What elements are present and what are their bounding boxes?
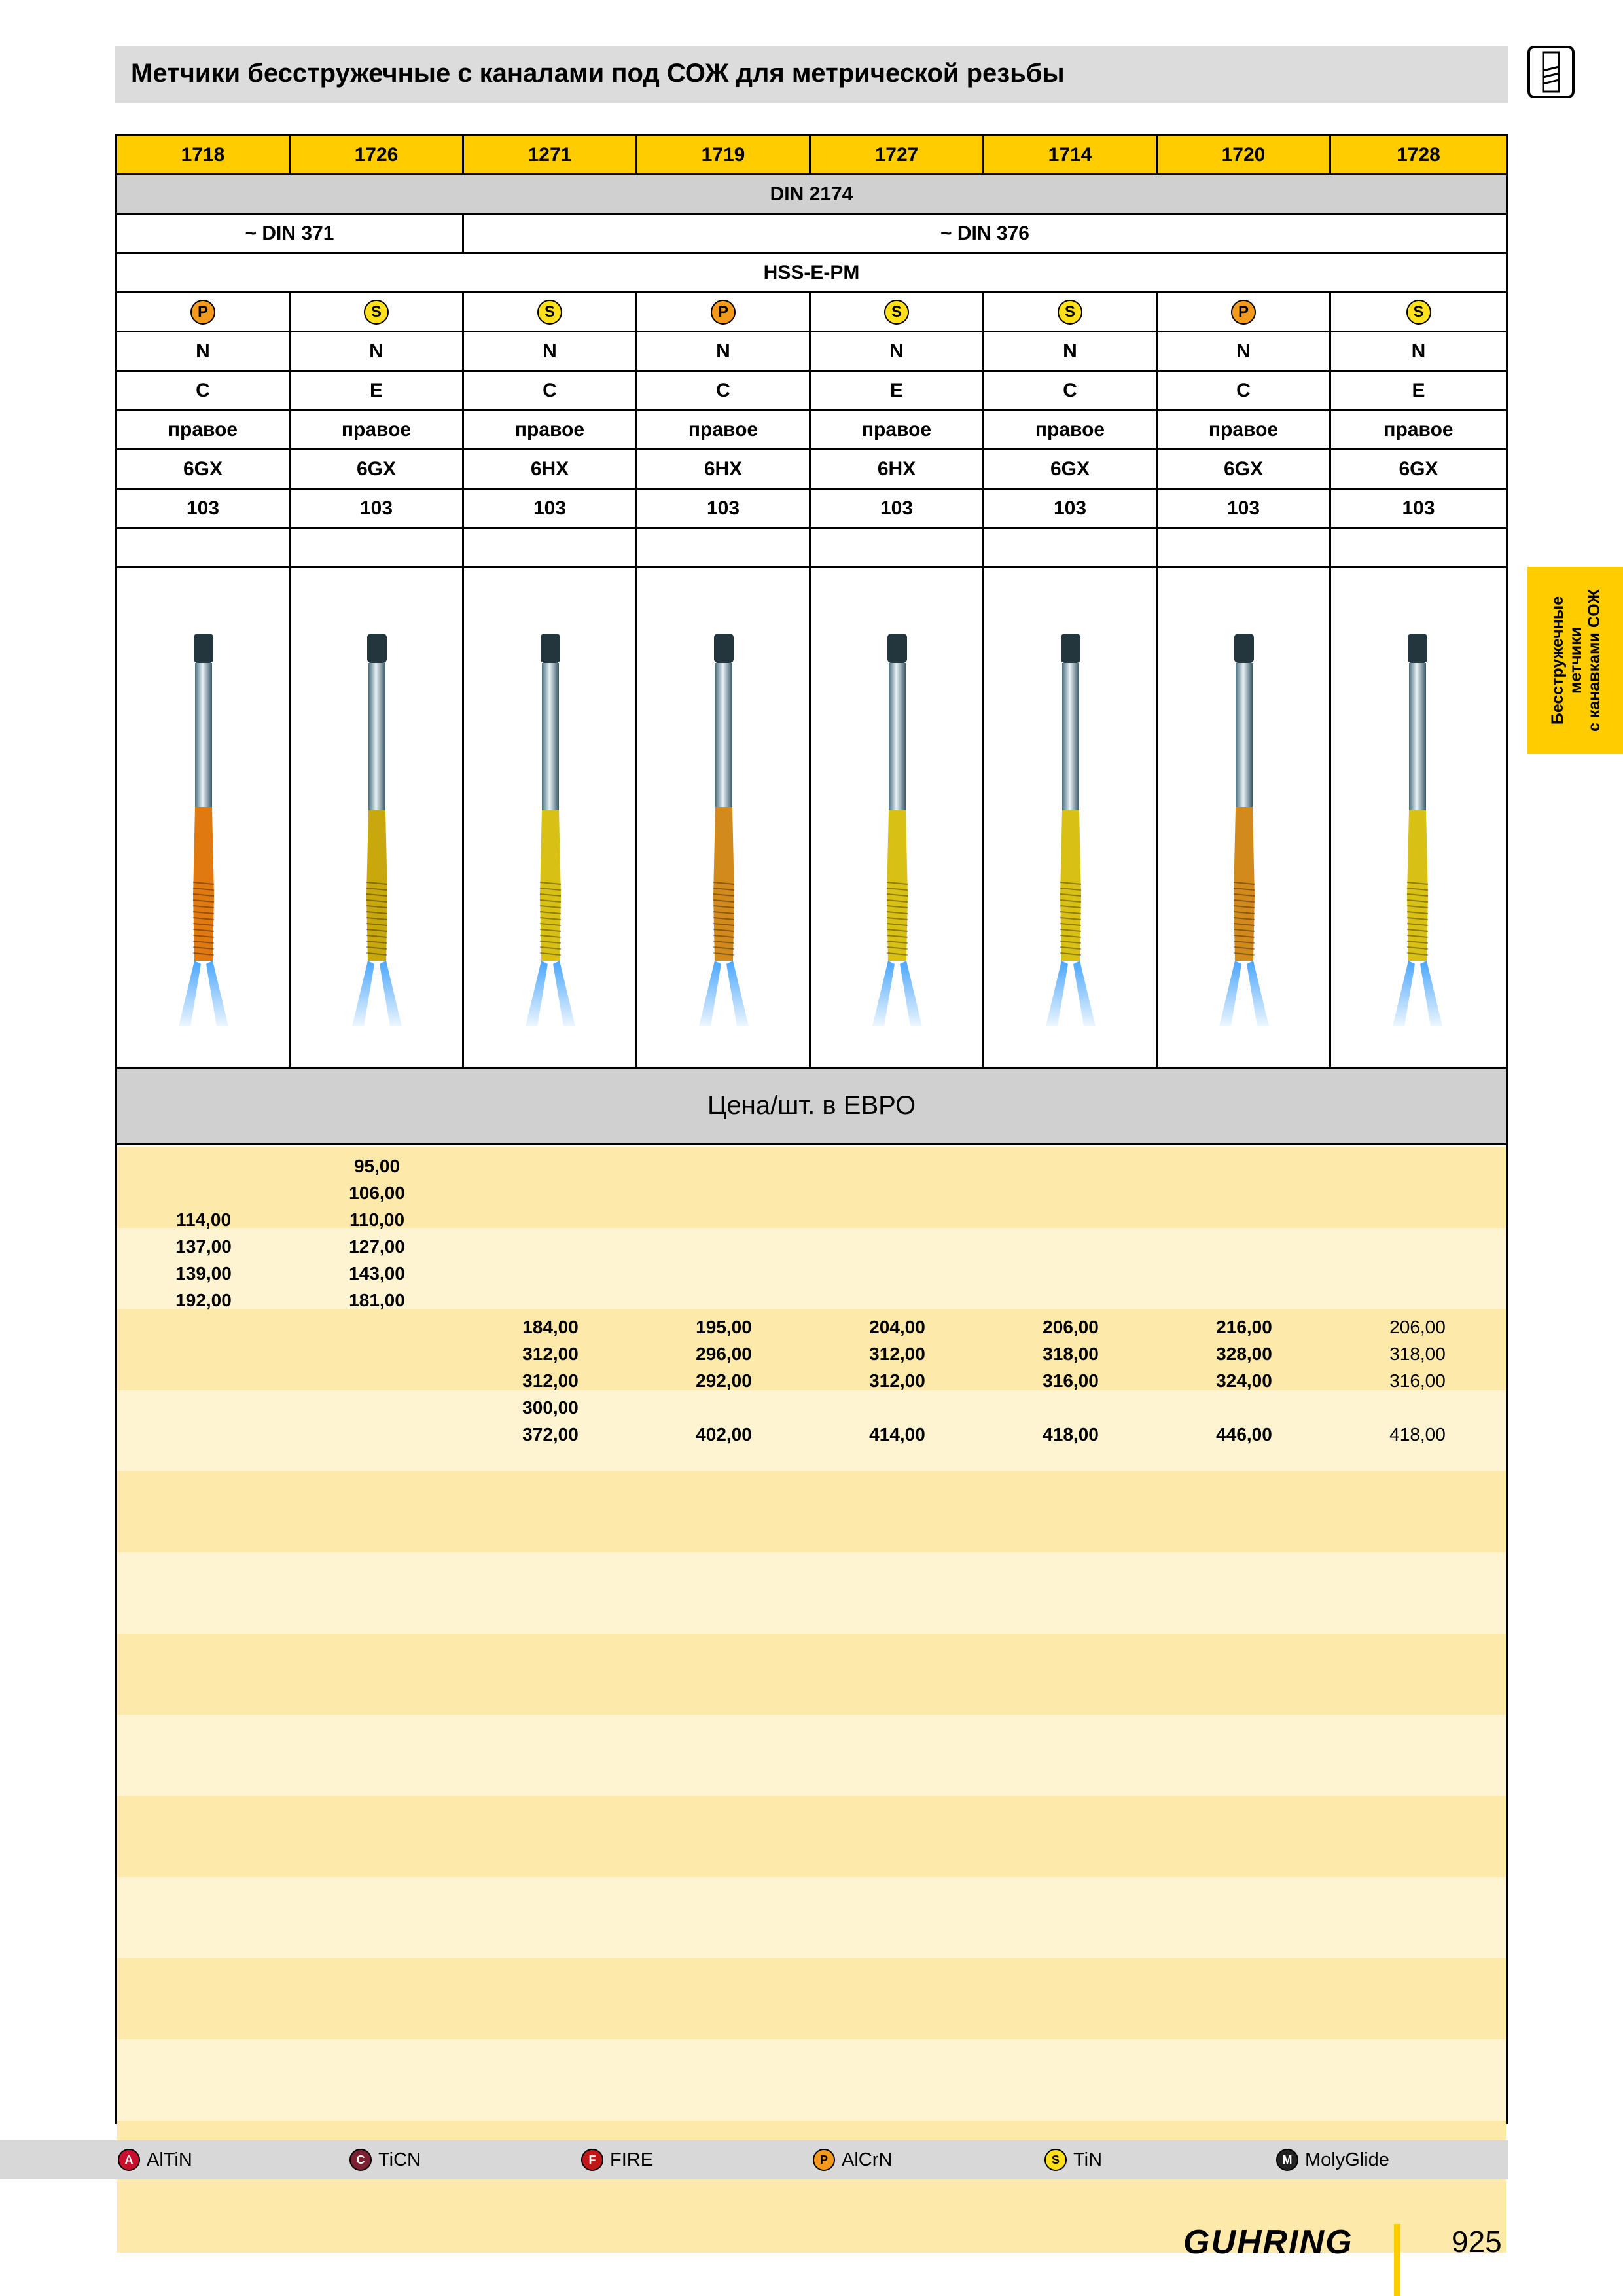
legend-item	[813, 2148, 892, 2172]
tap-tool-icon	[526, 634, 575, 1026]
price-value: 414,00	[869, 1424, 925, 1444]
form-cell: E	[811, 372, 984, 411]
price-value: 110,00	[349, 1210, 405, 1230]
price-band	[117, 1552, 1506, 1634]
empty-cell	[291, 529, 464, 568]
price-value: 127,00	[349, 1236, 405, 1257]
legend-label: MolyGlide	[1305, 2149, 1389, 2170]
page-title: Метчики бесстружечные с каналами под СОЖ для метрической резьбы	[131, 59, 1065, 88]
price-value: 292,00	[696, 1371, 752, 1391]
form-cell: E	[1331, 372, 1506, 411]
material-row: HSS-E-PM	[117, 254, 1506, 293]
fire-icon: F	[581, 2149, 603, 2171]
tolerance-cell: 6GX	[1331, 450, 1506, 490]
tolerance-cell: 6GX	[984, 450, 1158, 490]
price-value: 143,00	[349, 1263, 405, 1283]
price-value: 106,00	[349, 1183, 405, 1203]
tolerance-cell: 6GX	[117, 450, 291, 490]
article-code: 1728	[1331, 136, 1506, 175]
direction-cell: правое	[1158, 411, 1331, 450]
article-code: 1719	[637, 136, 811, 175]
direction-cell: правое	[637, 411, 811, 450]
tolerance-cell: 6HX	[464, 450, 637, 490]
price-value: 446,00	[1216, 1424, 1272, 1444]
page-number: 925	[1452, 2225, 1502, 2259]
material-group-cell: N	[637, 332, 811, 372]
form-cell: C	[117, 372, 291, 411]
form-cell: C	[984, 372, 1158, 411]
price-value: 312,00	[522, 1344, 579, 1364]
direction-cell: правое	[117, 411, 291, 450]
coating-badge: S	[1406, 300, 1431, 325]
alcrn-icon: P	[813, 2149, 835, 2171]
price-band	[117, 1796, 1506, 1877]
direction-cell: правое	[984, 411, 1158, 450]
din-376-row: ~ DIN 376	[464, 215, 1506, 254]
price-band	[117, 2039, 1506, 2121]
price-value: 316,00	[1389, 1371, 1446, 1391]
tap-tool-icon	[179, 634, 228, 1026]
price-value: 114,00	[175, 1210, 232, 1230]
article-code: 1727	[811, 136, 984, 175]
ticn-icon: C	[349, 2149, 372, 2171]
legend-label: AlCrN	[842, 2149, 893, 2170]
logo-divider	[1394, 2224, 1400, 2296]
page-ref-cell[interactable]: 103	[1331, 490, 1506, 529]
tolerance-cell: 6HX	[637, 450, 811, 490]
price-value: 324,00	[1216, 1371, 1272, 1391]
price-value: 372,00	[522, 1424, 579, 1444]
legend-label: TiN	[1073, 2149, 1103, 2170]
form-cell: C	[1158, 372, 1331, 411]
price-band	[117, 1958, 1506, 2039]
price-value: 206,00	[1389, 1317, 1446, 1337]
tool-images	[117, 568, 1506, 1067]
price-value: 418,00	[1043, 1424, 1099, 1444]
section-tab-label: Бесстружечные метчики с канавками СОЖ	[1548, 588, 1603, 732]
empty-cell	[984, 529, 1158, 568]
direction-cell: правое	[291, 411, 464, 450]
coating-cell	[117, 293, 291, 332]
page-ref-cell[interactable]: 103	[291, 490, 464, 529]
material-group-cell: N	[117, 332, 291, 372]
empty-cell	[1331, 529, 1506, 568]
material-group-cell: N	[291, 332, 464, 372]
page-ref-cell[interactable]: 103	[984, 490, 1158, 529]
legend-label: AlTiN	[147, 2149, 192, 2170]
price-band	[117, 1634, 1506, 1715]
coating-legend	[0, 2140, 1508, 2179]
article-code: 1726	[291, 136, 464, 175]
product-table	[115, 134, 1508, 2124]
legend-item	[581, 2148, 653, 2172]
price-value: 184,00	[522, 1317, 579, 1337]
coating-cell	[1331, 293, 1506, 332]
legend-label: TiCN	[378, 2149, 421, 2170]
empty-cell	[464, 529, 637, 568]
price-band	[117, 1471, 1506, 1552]
price-value: 137,00	[175, 1236, 232, 1257]
tap-tool-icon	[872, 634, 922, 1026]
price-value: 328,00	[1216, 1344, 1272, 1364]
article-code: 1718	[117, 136, 291, 175]
form-cell: E	[291, 372, 464, 411]
form-cell: C	[464, 372, 637, 411]
tap-tool-icon	[699, 634, 749, 1026]
price-value: 296,00	[696, 1344, 752, 1364]
price-value: 216,00	[1216, 1317, 1272, 1337]
page-ref-cell[interactable]: 103	[811, 490, 984, 529]
coating-cell	[984, 293, 1158, 332]
standard-row: DIN 2174	[117, 175, 1506, 215]
price-header: Цена/шт. в ЕВРО	[117, 1069, 1506, 1145]
article-code: 1271	[464, 136, 637, 175]
coating-badge: S	[1058, 300, 1082, 325]
page-ref-cell[interactable]: 103	[117, 490, 291, 529]
legend-item	[118, 2148, 192, 2172]
form-cell: C	[637, 372, 811, 411]
price-value: 312,00	[869, 1344, 925, 1364]
price-band	[117, 1715, 1506, 1796]
price-value: 316,00	[1043, 1371, 1099, 1391]
price-value: 139,00	[175, 1263, 232, 1283]
tolerance-cell: 6GX	[291, 450, 464, 490]
coating-badge: P	[190, 300, 215, 325]
coating-cell	[464, 293, 637, 332]
empty-cell	[637, 529, 811, 568]
coating-cell	[1158, 293, 1331, 332]
coating-badge: S	[537, 300, 562, 325]
price-value: 204,00	[869, 1317, 925, 1337]
price-value: 418,00	[1389, 1424, 1446, 1444]
page-title-bar	[115, 46, 1508, 103]
price-value: 402,00	[696, 1424, 752, 1444]
price-value: 318,00	[1389, 1344, 1446, 1364]
tap-icon	[1524, 45, 1578, 99]
price-value: 300,00	[522, 1397, 579, 1418]
coating-cell	[811, 293, 984, 332]
price-value: 312,00	[869, 1371, 925, 1391]
tin-icon: S	[1044, 2149, 1067, 2171]
material-group-cell: N	[1331, 332, 1506, 372]
empty-cell	[1158, 529, 1331, 568]
coating-badge: P	[711, 300, 736, 325]
article-code: 1714	[984, 136, 1158, 175]
altin-icon: A	[118, 2149, 140, 2171]
price-value: 206,00	[1043, 1317, 1099, 1337]
price-value: 318,00	[1043, 1344, 1099, 1364]
empty-cell	[811, 529, 984, 568]
direction-cell: правое	[1331, 411, 1506, 450]
coating-badge: S	[884, 300, 909, 325]
tap-tool-icon	[1219, 634, 1269, 1026]
material-group-cell: N	[984, 332, 1158, 372]
coating-badge: P	[1231, 300, 1256, 325]
coating-badge: S	[364, 300, 389, 325]
legend-label: FIRE	[610, 2149, 654, 2170]
legend-item	[349, 2148, 421, 2172]
price-value: 312,00	[522, 1371, 579, 1391]
price-value: 95,00	[353, 1156, 401, 1176]
article-code: 1720	[1158, 136, 1331, 175]
page-ref-cell[interactable]: 103	[637, 490, 811, 529]
material-group-cell: N	[464, 332, 637, 372]
tolerance-cell: 6HX	[811, 450, 984, 490]
direction-cell: правое	[811, 411, 984, 450]
price-value: 192,00	[175, 1290, 232, 1310]
price-band	[117, 1877, 1506, 1958]
legend-item	[1044, 2148, 1102, 2172]
empty-cell	[117, 529, 291, 568]
price-value: 195,00	[696, 1317, 752, 1337]
direction-cell: правое	[464, 411, 637, 450]
section-tab[interactable]	[1527, 567, 1623, 754]
din-371-row: ~ DIN 371	[117, 215, 464, 254]
material-group-cell: N	[811, 332, 984, 372]
page-ref-cell[interactable]: 103	[464, 490, 637, 529]
page-ref-cell[interactable]: 103	[1158, 490, 1331, 529]
tolerance-cell: 6GX	[1158, 450, 1331, 490]
molyglide-icon: M	[1276, 2149, 1298, 2171]
price-value: 181,00	[349, 1290, 405, 1310]
coating-cell	[291, 293, 464, 332]
tap-tool-icon	[1393, 634, 1442, 1026]
legend-item	[1276, 2148, 1389, 2172]
tap-tool-icon	[352, 634, 402, 1026]
tap-tool-icon	[1046, 634, 1096, 1026]
brand-logo: GUHRING	[1183, 2223, 1353, 2261]
material-group-cell: N	[1158, 332, 1331, 372]
coating-cell	[637, 293, 811, 332]
